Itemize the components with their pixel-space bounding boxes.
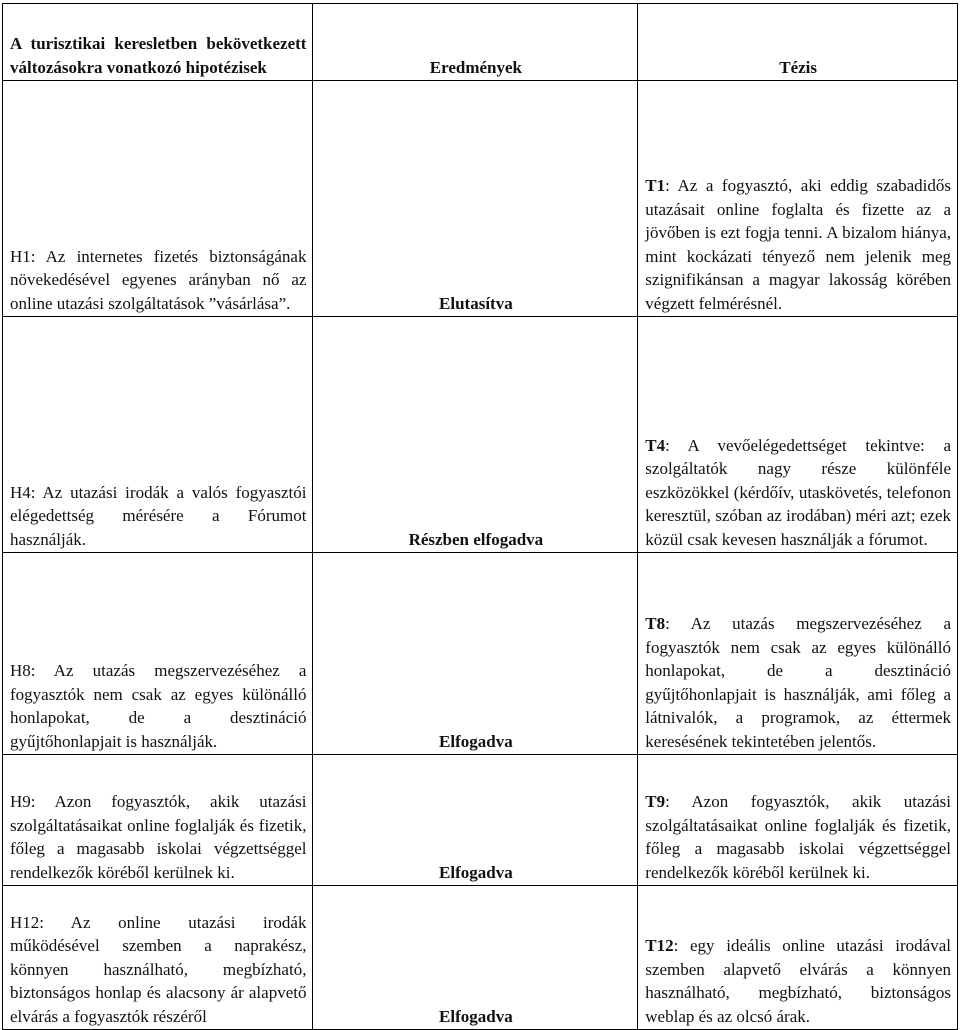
result-cell: Elfogadva xyxy=(313,553,638,755)
thesis-cell xyxy=(638,886,958,1030)
thesis-label: T8 xyxy=(645,614,666,633)
thesis-text: : Az a fogyasztó, aki eddig szabadidős utazásait online foglalta és fizette az a jövőben is ezt fogja tenni. A bizalom hiánya, mint kockázati tényező nem jelenik meg szignifikánsan a magyar lakosság körében végzett felmérésnél. xyxy=(645,176,951,313)
table-row xyxy=(3,81,958,317)
thesis-text: : A vevőelégedettséget tekintve: a szolgáltatók nagy része különféle eszközökkel (kérdőív, utaskövetés, telefonon keresztül, szóban az irodában) méri azt; ezek közül csak kevesen használják a fórumot. xyxy=(645,435,951,549)
hypothesis-cell: H12: Az online utazási irodák működésével szemben a naprakész, könnyen használható, megbízható, biztonságos honlap és alacsony ár alapvető elvárás a fogyasztók részéről xyxy=(3,886,313,1030)
hypotheses-table xyxy=(2,3,958,1030)
hypothesis-cell: H8: Az utazás megszervezéséhez a fogyasztók nem csak az egyes különálló honlapokat, de a desztináció gyűjtőhonlapjait is használják. xyxy=(3,553,313,755)
table-row xyxy=(3,755,958,886)
header-thesis: Tézis xyxy=(638,4,958,81)
thesis-cell xyxy=(638,553,958,755)
thesis-text: : Az utazás megszervezéséhez a fogyasztók nem csak az egyes különálló honlapokat, de a desztináció gyűjtőhonlapjait is használják, ami főleg a látnivalók, a programok, az éttermek keresésének tekintetében jelentős. xyxy=(645,614,951,751)
result-cell: Elfogadva xyxy=(313,886,638,1030)
result-cell: Elutasítva xyxy=(313,81,638,317)
header-hypotheses: A turisztikai keresletben bekövetkezett változásokra vonatkozó hipotézisek xyxy=(3,4,313,81)
thesis-label: T9 xyxy=(645,792,666,811)
thesis-label: T4 xyxy=(645,435,666,455)
header-results: Eredmények xyxy=(313,4,638,81)
hypothesis-cell: H4: Az utazási irodák a valós fogyasztói elégedettség mérésére a Fórumot használják. xyxy=(3,317,313,553)
hypothesis-cell: H9: Azon fogyasztók, akik utazási szolgáltatásaikat online foglalják és fizetik, főleg a magasabb iskolai végzettséggel rendelkezők köréből kerülnek ki. xyxy=(3,755,313,886)
thesis-cell xyxy=(638,755,958,886)
table-row xyxy=(3,886,958,1030)
result-cell: Elfogadva xyxy=(313,755,638,886)
hypothesis-cell: H1: Az internetes fizetés biztonságának növekedésével egyenes arányban nő az online utazási szolgáltatások ”vásárlása”. xyxy=(3,81,313,317)
thesis-label: T1 xyxy=(645,176,666,195)
table-row xyxy=(3,317,958,553)
thesis-cell xyxy=(638,317,958,553)
thesis-text: : Azon fogyasztók, akik utazási szolgáltatásaikat online foglalják és fizetik, főleg a magasabb iskolai végzettséggel rendelkezők köréből kerülnek ki. xyxy=(645,792,951,882)
thesis-text: : egy ideális online utazási irodával szemben alapvető elvárás a könnyen használható, megbízható, biztonságos weblap és az olcsó árak. xyxy=(645,936,951,1026)
thesis-cell xyxy=(638,81,958,317)
table-header-row xyxy=(3,4,958,81)
table-row xyxy=(3,553,958,755)
result-cell: Részben elfogadva xyxy=(313,317,638,553)
thesis-label: T12 xyxy=(645,936,674,955)
